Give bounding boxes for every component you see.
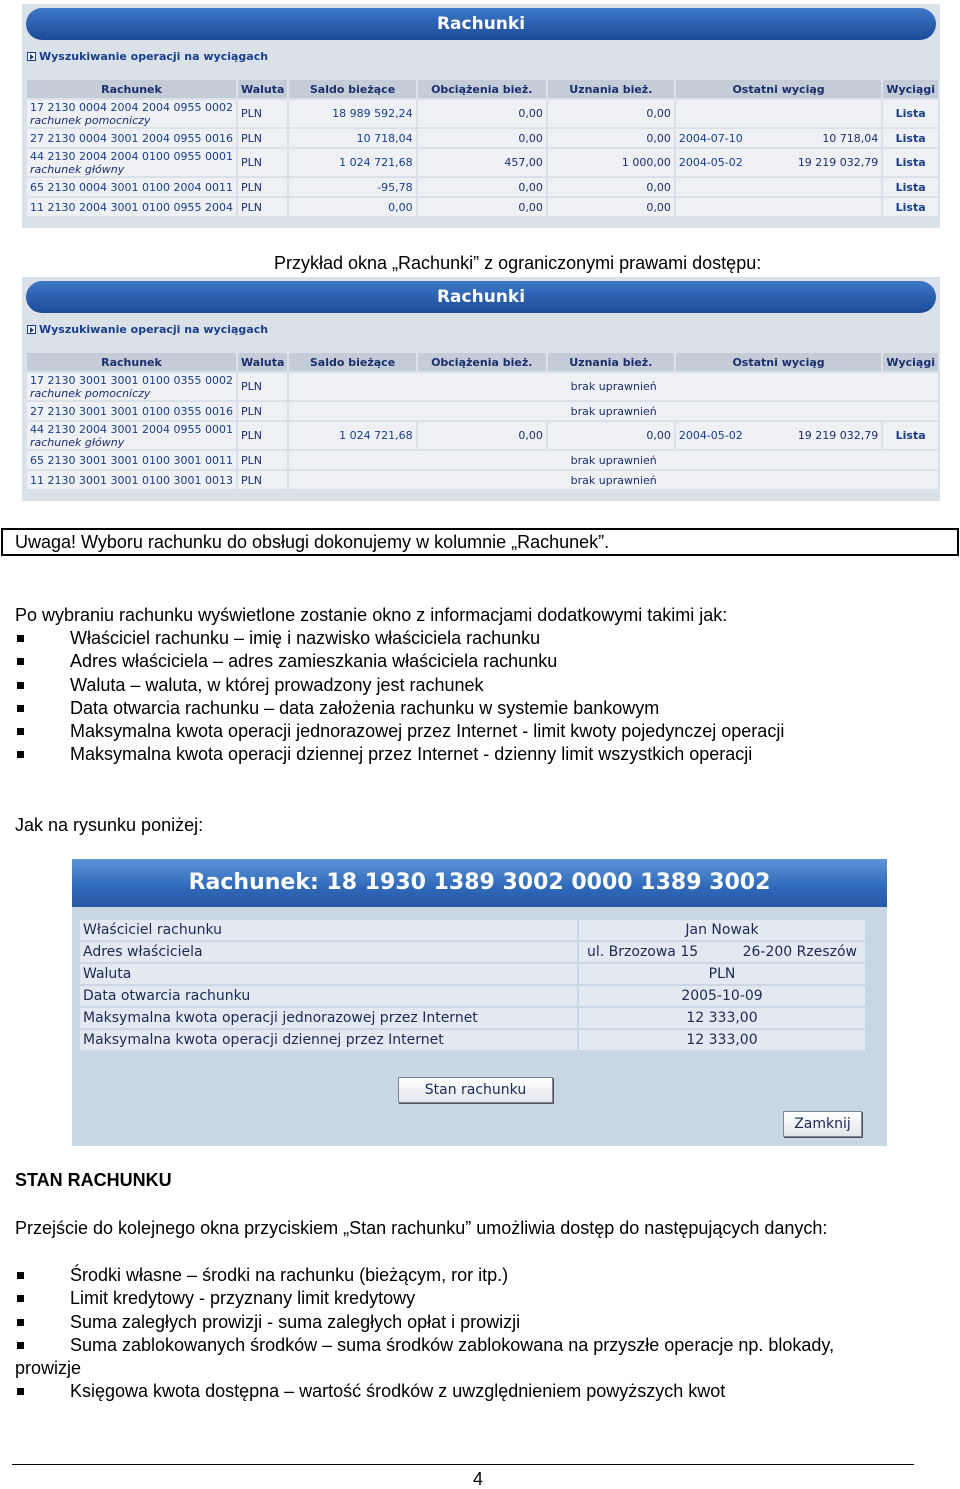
panel-title: Rachunki (26, 281, 936, 313)
detail-row (80, 1030, 865, 1050)
account-cell[interactable]: 17 2130 0004 2004 2004 0955 0002 rachunek pomocniczy (27, 100, 236, 127)
account-state-button[interactable]: Stan rachunku (398, 1077, 553, 1103)
no-permission-cell: brak uprawnień (289, 471, 938, 489)
debits-cell: 0,00 (418, 198, 546, 216)
col-header[interactable]: Ostatni wyciąg (676, 80, 881, 98)
currency-cell: PLN (238, 100, 287, 127)
statements-link[interactable]: Lista (883, 178, 938, 196)
search-statements-link[interactable]: Wyszukiwanie operacji na wyciągach (27, 50, 268, 63)
no-permission-cell: brak uprawnień (289, 373, 938, 400)
table-header-row (27, 80, 938, 98)
accounts-table (25, 351, 940, 491)
detail-value: Jan Nowak (579, 920, 865, 940)
col-header[interactable]: Rachunek (27, 353, 236, 371)
table-row (27, 471, 938, 489)
currency-cell: PLN (238, 198, 287, 216)
balance-cell: -95,78 (289, 178, 415, 196)
detail-row (80, 964, 865, 984)
panel-title: Rachunki (26, 8, 936, 40)
intro-paragraph: Po wybraniu rachunku wyświetlone zostanie okno z informacjami dodatkowymi takimi jak: (15, 605, 728, 625)
list-item: Limit kredytowy - przyznany limit kredytowy (15, 1287, 834, 1310)
detail-row (80, 942, 865, 962)
list-item: Suma zablokowanych środków – suma środków zablokowana na przyszłe operacje np. blokady, (15, 1334, 834, 1357)
accounts-panel-restricted (22, 277, 940, 501)
detail-value: 12 333,00 (579, 1030, 865, 1050)
close-button[interactable]: Zamknij (783, 1111, 862, 1137)
detail-label: Maksymalna kwota operacji dziennej przez Internet (80, 1030, 577, 1050)
table-row (27, 178, 938, 196)
col-header[interactable]: Obciążenia bież. (418, 80, 546, 98)
notice-box: Uwaga! Wyboru rachunku do obsługi dokonujemy w kolumnie „Rachunek”. (1, 528, 959, 556)
account-cell[interactable]: 44 2130 2004 2004 0100 0955 0001 rachunek główny (27, 149, 236, 176)
credits-cell: 0,00 (548, 100, 674, 127)
no-permission-cell: brak uprawnień (289, 402, 938, 420)
last-statement-cell (676, 198, 881, 216)
table-row (27, 451, 938, 469)
table-row (27, 129, 938, 147)
balance-cell: 0,00 (289, 198, 415, 216)
col-header[interactable]: Waluta (238, 80, 287, 98)
col-header[interactable]: Wyciągi (883, 80, 938, 98)
account-cell[interactable]: 27 2130 3001 3001 0100 0355 0016 (27, 402, 236, 420)
credits-cell: 1 000,00 (548, 149, 674, 176)
col-header[interactable]: Rachunek (27, 80, 236, 98)
balance-cell: 1 024 721,68 (289, 149, 415, 176)
info-bullet-list (15, 627, 784, 767)
currency-cell: PLN (238, 149, 287, 176)
detail-label: Właściciel rachunku (80, 920, 577, 940)
currency-cell: PLN (238, 129, 287, 147)
debits-cell: 0,00 (418, 100, 546, 127)
currency-cell: PLN (238, 422, 287, 449)
list-item: Maksymalna kwota operacji jednorazowej przez Internet - limit kwoty pojedynczej operacji (15, 720, 784, 743)
credits-cell: 0,00 (548, 178, 674, 196)
list-item: Księgowa kwota dostępna – wartość środków z uwzględnieniem powyższych kwot (15, 1380, 725, 1403)
list-item-continuation: prowizje (15, 1358, 82, 1378)
detail-row (80, 986, 865, 1006)
table-row (27, 100, 938, 127)
list-item: Adres właściciela – adres zamieszkania właściciela rachunku (15, 650, 784, 673)
detail-value: 12 333,00 (579, 1008, 865, 1028)
account-state-bullet-list (15, 1264, 834, 1357)
detail-label: Adres właściciela (80, 942, 577, 962)
table-row (27, 422, 938, 449)
col-header[interactable]: Saldo bieżące (289, 353, 415, 371)
statements-link[interactable]: Lista (883, 100, 938, 127)
detail-value: ul. Brzozowa 15 26-200 Rzeszów (579, 942, 865, 962)
list-item: Waluta – waluta, w której prowadzony jest rachunek (15, 674, 784, 697)
detail-label: Maksymalna kwota operacji jednorazowej przez Internet (80, 1008, 577, 1028)
col-header[interactable]: Wyciągi (883, 353, 938, 371)
balance-cell: 18 989 592,24 (289, 100, 415, 127)
figure-caption: Przykład okna „Rachunki” z ograniczonymi prawami dostępu: (274, 253, 762, 273)
table-row (27, 402, 938, 420)
statements-link[interactable]: Lista (883, 422, 938, 449)
credits-cell: 0,00 (548, 422, 674, 449)
list-item: Maksymalna kwota operacji dziennej przez Internet - dzienny limit wszystkich operacji (15, 743, 784, 766)
credits-cell: 0,00 (548, 129, 674, 147)
section-paragraph: Przejście do kolejnego okna przyciskiem „Stan rachunku” umożliwia dostęp do następujących danych: (15, 1218, 828, 1238)
table-row (27, 198, 938, 216)
currency-cell: PLN (238, 402, 287, 420)
list-item: Środki własne – środki na rachunku (bieżącym, ror itp.) (15, 1264, 834, 1287)
table-row (27, 149, 938, 176)
accounts-table (25, 78, 940, 218)
list-item: Data otwarcia rachunku – data założenia rachunku w systemie bankowym (15, 697, 784, 720)
arrow-right-icon (27, 52, 36, 61)
figure-intro: Jak na rysunku poniżej: (15, 815, 204, 835)
section-heading: STAN RACHUNKU (15, 1170, 172, 1190)
currency-cell: PLN (238, 451, 287, 469)
col-header[interactable]: Saldo bieżące (289, 80, 415, 98)
search-statements-link[interactable]: Wyszukiwanie operacji na wyciągach (27, 323, 268, 336)
statements-link[interactable]: Lista (883, 149, 938, 176)
credits-cell: 0,00 (548, 198, 674, 216)
last-statement-cell: 2004-07-10 10 718,04 (676, 129, 881, 147)
debits-cell: 0,00 (418, 129, 546, 147)
col-header[interactable]: Uznania bież. (548, 353, 674, 371)
account-cell[interactable]: 11 2130 2004 3001 0100 0955 2004 (27, 198, 236, 216)
arrow-right-icon (27, 325, 36, 334)
account-cell[interactable]: 65 2130 3001 3001 0100 3001 0011 (27, 451, 236, 469)
last-statement-cell: 2004-05-02 19 219 032,79 (676, 422, 881, 449)
no-permission-cell: brak uprawnień (289, 451, 938, 469)
statements-link[interactable]: Lista (883, 129, 938, 147)
detail-value: 2005-10-09 (579, 986, 865, 1006)
debits-cell: 0,00 (418, 422, 546, 449)
col-header[interactable]: Obciążenia bież. (418, 353, 546, 371)
debits-cell: 0,00 (418, 178, 546, 196)
currency-cell: PLN (238, 471, 287, 489)
detail-label: Data otwarcia rachunku (80, 986, 577, 1006)
footer-divider (12, 1464, 914, 1465)
account-detail-window (72, 859, 887, 1146)
account-cell[interactable]: 65 2130 0004 3001 0100 2004 0011 (27, 178, 236, 196)
table-row (27, 373, 938, 400)
account-state-bullet-list-end (15, 1380, 725, 1403)
balance-cell: 10 718,04 (289, 129, 415, 147)
detail-value: PLN (579, 964, 865, 984)
account-cell[interactable]: 27 2130 0004 3001 2004 0955 0016 (27, 129, 236, 147)
detail-label: Waluta (80, 964, 577, 984)
currency-cell: PLN (238, 178, 287, 196)
last-statement-cell (676, 100, 881, 127)
currency-cell: PLN (238, 373, 287, 400)
account-cell[interactable]: 17 2130 3001 3001 0100 0355 0002 rachunek pomocniczy (27, 373, 236, 400)
list-item: Właściciel rachunku – imię i nazwisko właściciela rachunku (15, 627, 784, 650)
statements-link[interactable]: Lista (883, 198, 938, 216)
col-header[interactable]: Waluta (238, 353, 287, 371)
last-statement-cell: 2004-05-02 19 219 032,79 (676, 149, 881, 176)
detail-row (80, 1008, 865, 1028)
accounts-panel-full (22, 4, 940, 228)
last-statement-cell (676, 178, 881, 196)
account-cell[interactable]: 11 2130 3001 3001 0100 3001 0013 (27, 471, 236, 489)
debits-cell: 457,00 (418, 149, 546, 176)
balance-cell: 1 024 721,68 (289, 422, 415, 449)
col-header[interactable]: Ostatni wyciąg (676, 353, 881, 371)
table-header-row (27, 353, 938, 371)
page-number: 4 (473, 1469, 484, 1489)
col-header[interactable]: Uznania bież. (548, 80, 674, 98)
list-item: Suma zaległych prowizji - suma zaległych opłat i prowizji (15, 1311, 834, 1334)
detail-title: Rachunek: 18 1930 1389 3002 0000 1389 3002 (72, 859, 887, 907)
account-cell[interactable]: 44 2130 2004 3001 2004 0955 0001 rachunek główny (27, 422, 236, 449)
detail-row (80, 920, 865, 940)
